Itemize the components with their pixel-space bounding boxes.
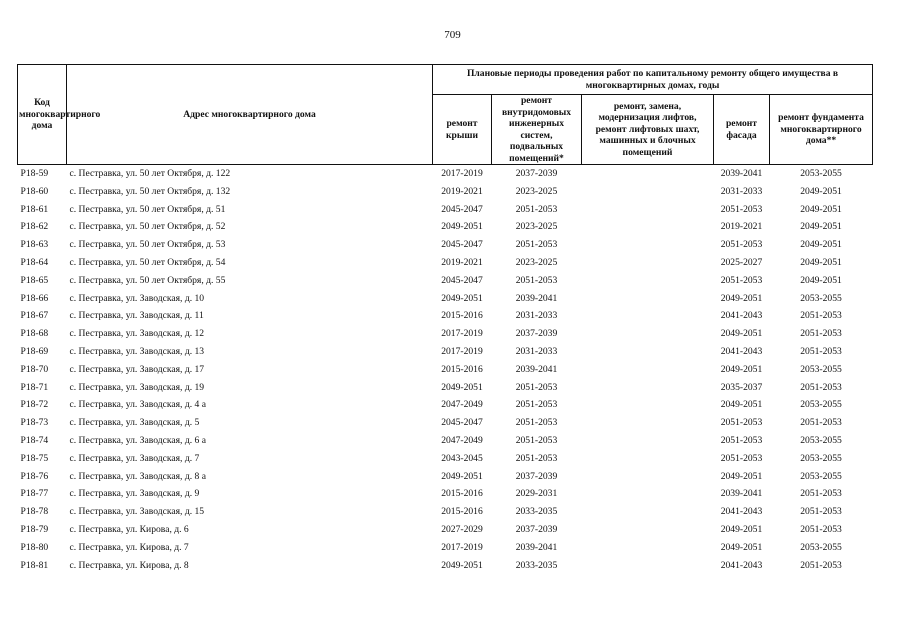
cell-roof: 2049-2051	[441, 559, 483, 571]
cell-address: с. Пестравка, ул. 50 лет Октября, д. 54	[69, 256, 226, 268]
cell-facade: 2049-2051	[720, 523, 763, 535]
cell-elevators	[582, 450, 714, 468]
cell-foundation: 2049-2051	[800, 256, 842, 268]
cell-foundation: 2049-2051	[800, 185, 842, 197]
cell-engineering: 2037-2039	[515, 168, 558, 179]
cell-facade: 2051-2053	[720, 417, 763, 429]
cell-facade: 2041-2043	[720, 345, 763, 357]
cell-address: с. Пестравка, ул. Заводская, д. 6 а	[69, 434, 206, 446]
cell-foundation: 2051-2053	[800, 328, 842, 340]
cell-facade: 2019-2021	[720, 221, 763, 233]
table-row	[18, 396, 873, 414]
cell-address: с. Пестравка, ул. Заводская, д. 17	[69, 363, 205, 375]
cell-facade: 2039-2041	[720, 168, 763, 179]
cell-elevators	[582, 503, 714, 521]
cell-foundation: 2049-2051	[800, 221, 842, 233]
cell-engineering: 2039-2041	[515, 292, 558, 304]
cell-code: P18-80	[20, 541, 49, 553]
cell-facade: 2049-2051	[720, 363, 763, 375]
cell-engineering: 2039-2041	[515, 363, 558, 375]
table-row	[18, 325, 873, 343]
table-row	[18, 183, 873, 201]
cell-code: P18-62	[20, 221, 49, 233]
cell-engineering: 2051-2053	[515, 203, 558, 215]
cell-roof: 2047-2049	[441, 434, 483, 446]
cell-elevators	[582, 236, 714, 254]
cell-roof: 2015-2016	[441, 310, 483, 322]
header-facade: ремонт фасада	[714, 95, 770, 165]
header-roof: ремонт крыши	[433, 95, 492, 165]
cell-elevators	[582, 557, 714, 575]
table-row	[18, 450, 873, 468]
repair-schedule-sheet	[17, 64, 872, 574]
cell-roof: 2043-2045	[441, 452, 483, 464]
table-row	[18, 503, 873, 521]
cell-engineering: 2023-2025	[515, 185, 558, 197]
table-row	[18, 414, 873, 432]
cell-facade: 2049-2051	[720, 399, 763, 411]
cell-facade: 2049-2051	[720, 328, 763, 340]
cell-code: P18-68	[20, 328, 49, 340]
cell-code: P18-78	[20, 506, 49, 518]
cell-address: с. Пестравка, ул. Заводская, д. 8 а	[69, 470, 206, 482]
cell-roof: 2015-2016	[441, 363, 483, 375]
cell-facade: 2039-2041	[720, 488, 763, 500]
cell-code: P18-65	[20, 274, 49, 286]
cell-engineering: 2051-2053	[515, 274, 558, 286]
cell-elevators	[582, 165, 714, 183]
cell-code: P18-66	[20, 292, 49, 304]
cell-engineering: 2023-2025	[515, 256, 558, 268]
cell-facade: 2031-2033	[720, 185, 763, 197]
cell-roof: 2017-2019	[441, 541, 483, 553]
cell-code: P18-64	[20, 256, 49, 268]
cell-address: с. Пестравка, ул. Заводская, д. 19	[69, 381, 205, 393]
cell-roof: 2017-2019	[441, 328, 483, 340]
cell-elevators	[582, 325, 714, 343]
cell-code: P18-69	[20, 345, 49, 357]
cell-elevators	[582, 272, 714, 290]
cell-foundation: 2053-2055	[800, 434, 842, 446]
table-row	[18, 290, 873, 308]
cell-roof: 2045-2047	[441, 203, 483, 215]
cell-engineering: 2051-2053	[515, 417, 558, 429]
cell-address: с. Пестравка, ул. Заводская, д. 13	[69, 345, 205, 357]
cell-foundation: 2053-2055	[800, 452, 842, 464]
cell-roof: 2049-2051	[441, 381, 483, 393]
table-row	[18, 307, 873, 325]
cell-address: с. Пестравка, ул. 50 лет Октября, д. 122	[69, 168, 231, 179]
cell-elevators	[582, 379, 714, 397]
cell-facade: 2049-2051	[720, 541, 763, 553]
cell-address: с. Пестравка, ул. Кирова, д. 8	[69, 559, 189, 571]
cell-code: P18-74	[20, 434, 49, 446]
cell-code: P18-75	[20, 452, 49, 464]
cell-code: P18-67	[20, 310, 49, 322]
cell-facade: 2041-2043	[720, 506, 763, 518]
cell-elevators	[582, 414, 714, 432]
cell-elevators	[582, 254, 714, 272]
cell-address: с. Пестравка, ул. 50 лет Октября, д. 55	[69, 274, 226, 286]
cell-foundation: 2049-2051	[800, 203, 842, 215]
cell-roof: 2027-2029	[441, 523, 483, 535]
table-row	[18, 201, 873, 219]
table-row	[18, 254, 873, 272]
table-header	[18, 65, 873, 165]
header-foundation: ремонт фундамента многоквартирного дома**	[770, 95, 873, 165]
cell-foundation: 2053-2055	[800, 541, 842, 553]
cell-address: с. Пестравка, ул. Заводская, д. 4 а	[69, 399, 206, 411]
cell-roof: 2017-2019	[441, 345, 483, 357]
cell-code: P18-77	[20, 488, 49, 500]
cell-engineering: 2029-2031	[515, 488, 558, 500]
cell-facade: 2025-2027	[720, 256, 763, 268]
cell-engineering: 2031-2033	[515, 310, 558, 322]
cell-engineering: 2037-2039	[515, 470, 558, 482]
cell-code: P18-63	[20, 239, 49, 251]
cell-code: P18-79	[20, 523, 49, 535]
cell-foundation: 2051-2053	[800, 559, 842, 571]
cell-elevators	[582, 539, 714, 557]
cell-code: P18-73	[20, 417, 49, 429]
cell-engineering: 2037-2039	[515, 523, 558, 535]
table-body	[18, 165, 873, 575]
header-code: Код многоквартирного дома	[18, 65, 67, 165]
cell-engineering: 2033-2035	[515, 506, 558, 518]
cell-roof: 2015-2016	[441, 506, 483, 518]
cell-facade: 2051-2053	[720, 434, 763, 446]
cell-roof: 2049-2051	[441, 470, 483, 482]
cell-foundation: 2051-2053	[800, 523, 842, 535]
header-engineering: ремонт внутридомовых инженерных систем, подвальных помещений*	[492, 95, 582, 165]
cell-elevators	[582, 218, 714, 236]
table-row	[18, 539, 873, 557]
cell-code: P18-61	[20, 203, 49, 215]
header-periods: Плановые периоды проведения работ по капитальному ремонту общего имущества в многоквартирных домах, годы	[433, 65, 873, 95]
cell-foundation: 2051-2053	[800, 310, 842, 322]
cell-roof: 2019-2021	[441, 256, 483, 268]
table-row	[18, 521, 873, 539]
cell-elevators	[582, 183, 714, 201]
cell-foundation: 2053-2055	[800, 292, 842, 304]
table-row	[18, 468, 873, 486]
cell-code: P18-60	[20, 185, 49, 197]
cell-foundation: 2051-2053	[800, 488, 842, 500]
table-row	[18, 272, 873, 290]
cell-elevators	[582, 290, 714, 308]
cell-address: с. Пестравка, ул. Заводская, д. 10	[69, 292, 205, 304]
cell-foundation: 2053-2055	[800, 399, 842, 411]
cell-engineering: 2051-2053	[515, 399, 558, 411]
page-number: 709	[444, 29, 461, 41]
cell-roof: 2045-2047	[441, 417, 483, 429]
cell-foundation: 2053-2055	[800, 470, 842, 482]
repair-schedule-table	[17, 64, 873, 574]
table-row	[18, 379, 873, 397]
cell-facade: 2051-2053	[720, 239, 763, 251]
table-row	[18, 343, 873, 361]
cell-engineering: 2039-2041	[515, 541, 558, 553]
cell-code: P18-71	[20, 381, 49, 393]
cell-elevators	[582, 201, 714, 219]
cell-roof: 2047-2049	[441, 399, 483, 411]
header-address: Адрес многоквартирного дома	[67, 65, 433, 165]
cell-roof: 2015-2016	[441, 488, 483, 500]
cell-elevators	[582, 396, 714, 414]
cell-foundation: 2049-2051	[800, 274, 842, 286]
cell-address: с. Пестравка, ул. Кирова, д. 7	[69, 541, 189, 553]
cell-facade: 2051-2053	[720, 452, 763, 464]
table-row	[18, 218, 873, 236]
header-elevators: ремонт, замена, модернизация лифтов, ремонт лифтовых шахт, машинных и блочных помещений	[582, 95, 714, 165]
table-row	[18, 485, 873, 503]
cell-elevators	[582, 361, 714, 379]
cell-elevators	[582, 485, 714, 503]
cell-address: с. Пестравка, ул. 50 лет Октября, д. 51	[69, 203, 226, 215]
cell-engineering: 2051-2053	[515, 452, 558, 464]
cell-foundation: 2051-2053	[800, 417, 842, 429]
cell-foundation: 2051-2053	[800, 381, 842, 393]
cell-foundation: 2049-2051	[800, 239, 842, 251]
cell-engineering: 2051-2053	[515, 239, 558, 251]
cell-elevators	[582, 432, 714, 450]
cell-roof: 2045-2047	[441, 274, 483, 286]
table-row	[18, 432, 873, 450]
cell-roof: 2049-2051	[441, 221, 483, 233]
cell-facade: 2051-2053	[720, 203, 763, 215]
cell-address: с. Пестравка, ул. Заводская, д. 9	[69, 488, 200, 500]
cell-engineering: 2051-2053	[515, 434, 558, 446]
cell-roof: 2045-2047	[441, 239, 483, 251]
cell-foundation: 2051-2053	[800, 345, 842, 357]
table-row	[18, 361, 873, 379]
cell-engineering: 2023-2025	[515, 221, 558, 233]
cell-code: P18-70	[20, 363, 49, 375]
cell-code: P18-59	[20, 168, 49, 179]
cell-code: P18-81	[20, 559, 49, 571]
cell-facade: 2051-2053	[720, 274, 763, 286]
cell-elevators	[582, 343, 714, 361]
cell-address: с. Пестравка, ул. Кирова, д. 6	[69, 523, 189, 535]
cell-facade: 2049-2051	[720, 470, 763, 482]
cell-foundation: 2053-2055	[800, 168, 842, 179]
cell-roof: 2019-2021	[441, 185, 483, 197]
cell-facade: 2041-2043	[720, 559, 763, 571]
cell-engineering: 2033-2035	[515, 559, 558, 571]
cell-facade: 2041-2043	[720, 310, 763, 322]
cell-address: с. Пестравка, ул. 50 лет Октября, д. 52	[69, 221, 226, 233]
cell-facade: 2049-2051	[720, 292, 763, 304]
cell-roof: 2017-2019	[441, 168, 483, 179]
cell-address: с. Пестравка, ул. Заводская, д. 12	[69, 328, 205, 340]
cell-code: P18-72	[20, 399, 49, 411]
cell-engineering: 2037-2039	[515, 328, 558, 340]
table-row	[18, 557, 873, 575]
table-row	[18, 236, 873, 254]
cell-foundation: 2051-2053	[800, 506, 842, 518]
cell-address: с. Пестравка, ул. Заводская, д. 7	[69, 452, 200, 464]
cell-code: P18-76	[20, 470, 49, 482]
cell-elevators	[582, 307, 714, 325]
cell-address: с. Пестравка, ул. Заводская, д. 5	[69, 417, 200, 429]
cell-address: с. Пестравка, ул. Заводская, д. 15	[69, 506, 205, 518]
cell-address: с. Пестравка, ул. 50 лет Октября, д. 132	[69, 185, 231, 197]
cell-foundation: 2053-2055	[800, 363, 842, 375]
cell-engineering: 2051-2053	[515, 381, 558, 393]
cell-engineering: 2031-2033	[515, 345, 558, 357]
cell-address: с. Пестравка, ул. 50 лет Октября, д. 53	[69, 239, 226, 251]
table-row	[18, 165, 873, 183]
cell-facade: 2035-2037	[720, 381, 763, 393]
cell-address: с. Пестравка, ул. Заводская, д. 11	[69, 310, 204, 322]
cell-elevators	[582, 468, 714, 486]
cell-elevators	[582, 521, 714, 539]
cell-roof: 2049-2051	[441, 292, 483, 304]
